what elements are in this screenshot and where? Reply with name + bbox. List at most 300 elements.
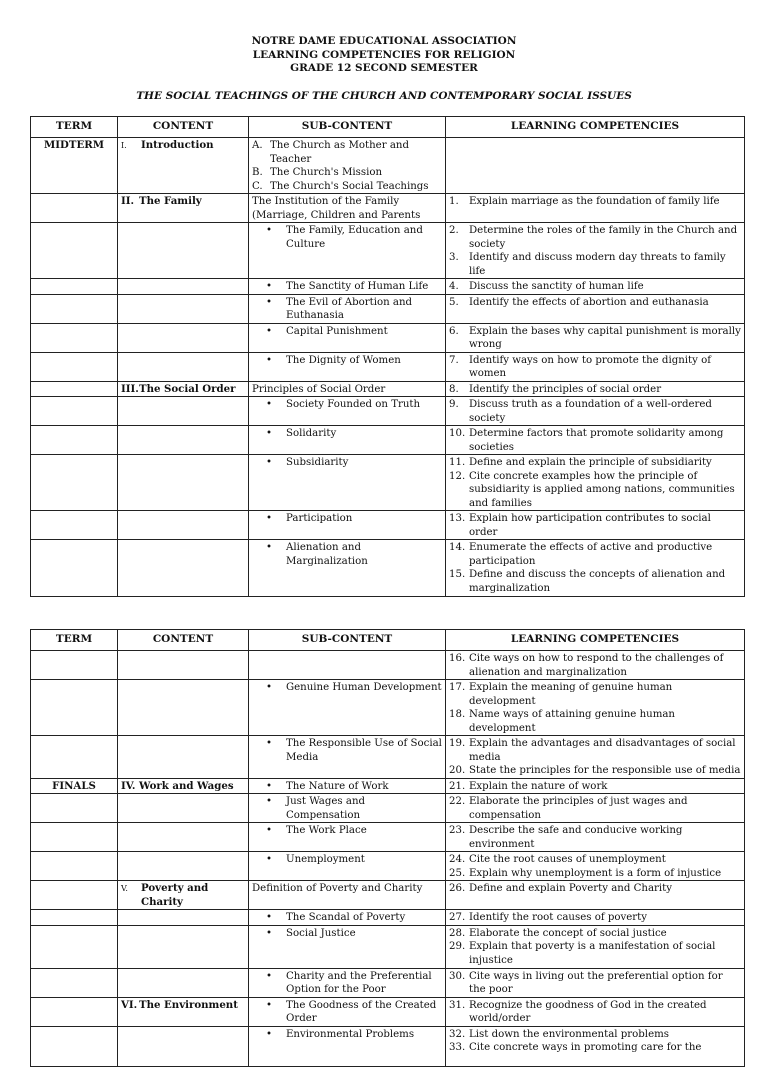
col-header-sub-content: SUB-CONTENT bbox=[249, 630, 446, 651]
competency-number: 27. bbox=[449, 912, 466, 923]
sub-content-cell bbox=[249, 910, 446, 926]
term-cell bbox=[31, 925, 118, 968]
competency-item bbox=[449, 795, 741, 822]
competency-item bbox=[449, 383, 741, 397]
competency-item bbox=[449, 999, 741, 1026]
content-cell bbox=[118, 294, 249, 323]
bullet-item bbox=[252, 354, 442, 368]
bullet-icon: • bbox=[266, 354, 273, 366]
competency-item bbox=[449, 780, 741, 794]
header-line-3: GRADE 12 SECOND SEMESTER bbox=[290, 62, 478, 74]
competency-cell bbox=[446, 823, 745, 852]
competency-text: Discuss the sanctity of human life bbox=[469, 281, 644, 292]
term-cell bbox=[31, 680, 118, 736]
competencies-table-1 bbox=[30, 116, 745, 597]
col-header-learning-competencies: LEARNING COMPETENCIES bbox=[446, 117, 745, 138]
table-row bbox=[31, 455, 745, 511]
content-label: Poverty and Charity bbox=[141, 882, 209, 908]
content-cell bbox=[118, 680, 249, 736]
bullet-text: The Evil of Abortion and Euthanasia bbox=[286, 296, 413, 321]
content-cell bbox=[118, 352, 249, 381]
bullet-text: Environmental Problems bbox=[286, 1028, 415, 1040]
competency-cell bbox=[446, 426, 745, 455]
sub-content-cell bbox=[249, 852, 446, 881]
content-label: The Social Order bbox=[139, 382, 236, 395]
competency-number: 25. bbox=[449, 867, 466, 879]
bullet-text: The Sanctity of Human Life bbox=[286, 281, 429, 292]
competency-number: 2. bbox=[449, 225, 459, 236]
table-row bbox=[31, 1026, 745, 1066]
sub-content-cell bbox=[249, 794, 446, 823]
competency-item bbox=[449, 737, 741, 764]
bullet-text: Subsidiarity bbox=[286, 457, 349, 468]
competency-item bbox=[449, 296, 741, 310]
bullet-icon: • bbox=[266, 738, 273, 749]
col-header-content: CONTENT bbox=[118, 630, 249, 651]
content-cell bbox=[118, 736, 249, 779]
list-item bbox=[252, 166, 442, 180]
bullet-item bbox=[252, 853, 442, 867]
competency-item bbox=[449, 911, 741, 925]
content-cell bbox=[118, 511, 249, 540]
content-cell bbox=[118, 279, 249, 295]
bullet-text: The Scandal of Poverty bbox=[286, 912, 406, 923]
bullet-item bbox=[252, 999, 442, 1026]
competency-text: Enumerate the effects of active and productive participation bbox=[469, 542, 713, 567]
bullet-text: The Responsible Use of Social Media bbox=[286, 738, 442, 763]
content-cell bbox=[118, 381, 249, 397]
competency-text: Define and explain Poverty and Charity bbox=[469, 883, 673, 894]
term-cell bbox=[31, 823, 118, 852]
competency-cell bbox=[446, 223, 745, 279]
content-cell bbox=[118, 194, 249, 223]
table-row bbox=[31, 279, 745, 295]
content-label: The Environment bbox=[139, 998, 238, 1011]
content-cell bbox=[118, 426, 249, 455]
competency-text: Explain how participation contributes to social order bbox=[469, 513, 711, 538]
content-cell bbox=[118, 651, 249, 680]
competency-cell bbox=[446, 194, 745, 223]
bullet-text: The Goodness of the Created Order bbox=[286, 999, 437, 1024]
table-row bbox=[31, 511, 745, 540]
competency-cell bbox=[446, 279, 745, 295]
competency-cell bbox=[446, 778, 745, 794]
content-cell bbox=[118, 794, 249, 823]
table-row bbox=[31, 794, 745, 823]
bullet-icon: • bbox=[266, 225, 273, 236]
sub-content-cell bbox=[249, 294, 446, 323]
competency-number: 32. bbox=[449, 1028, 466, 1040]
competency-item bbox=[449, 652, 741, 679]
content-cell bbox=[118, 852, 249, 881]
competency-text: Cite concrete examples how the principle of subsidiarity is applied among nations, communities and families bbox=[469, 470, 735, 509]
bullet-item bbox=[252, 681, 442, 695]
col-header-term: TERM bbox=[31, 630, 118, 651]
sub-content-cell bbox=[249, 651, 446, 680]
competency-cell bbox=[446, 651, 745, 680]
sub-content-cell: The Institution of the Family (Marriage, Children and Parents bbox=[249, 194, 446, 223]
competency-text: Explain that poverty is a manifestation of social injustice bbox=[469, 941, 716, 966]
bullet-item bbox=[252, 325, 442, 339]
bullet-icon: • bbox=[266, 854, 273, 865]
bullet-text: Participation bbox=[286, 513, 353, 524]
term-cell bbox=[31, 997, 118, 1026]
bullet-text: Capital Punishment bbox=[286, 325, 388, 337]
content-number: II. bbox=[121, 195, 135, 207]
sub-content-cell bbox=[249, 279, 446, 295]
table-header-row bbox=[31, 630, 745, 651]
header-line-1: NOTRE DAME EDUCATIONAL ASSOCIATION bbox=[251, 35, 517, 47]
competency-number: 33. bbox=[449, 1042, 466, 1053]
bullet-item bbox=[252, 737, 442, 764]
term-cell: MIDTERM bbox=[31, 138, 118, 194]
competency-item bbox=[449, 251, 741, 278]
table-row bbox=[31, 910, 745, 926]
competency-text: Identify and discuss modern day threats to family life bbox=[469, 252, 726, 277]
competency-number: 29. bbox=[449, 941, 466, 952]
document-header bbox=[0, 35, 768, 76]
competency-cell bbox=[446, 1026, 745, 1066]
sub-content-cell bbox=[249, 1026, 446, 1066]
competency-number: 18. bbox=[449, 709, 466, 720]
competency-text: State the principles for the responsible use of media bbox=[469, 765, 741, 776]
term-cell bbox=[31, 794, 118, 823]
content-cell bbox=[118, 323, 249, 352]
competency-item bbox=[449, 456, 741, 470]
competency-text: Explain the meaning of genuine human development bbox=[469, 682, 673, 707]
term-cell bbox=[31, 1026, 118, 1066]
competency-number: 22. bbox=[449, 796, 466, 807]
content-cell bbox=[118, 968, 249, 997]
competency-item bbox=[449, 427, 741, 454]
content-cell bbox=[118, 823, 249, 852]
competency-item bbox=[449, 568, 741, 595]
competency-item bbox=[449, 541, 741, 568]
competency-cell bbox=[446, 680, 745, 736]
content-label: Introduction bbox=[141, 139, 214, 151]
competency-number: 8. bbox=[449, 383, 459, 395]
table-row bbox=[31, 823, 745, 852]
competency-text: Discuss truth as a foundation of a well-ordered society bbox=[469, 399, 712, 424]
sub-content-cell bbox=[249, 223, 446, 279]
competency-text: Explain the advantages and disadvantages of social media bbox=[469, 738, 736, 763]
content-cell bbox=[118, 778, 249, 794]
competency-text: Explain why unemployment is a form of injustice bbox=[469, 867, 722, 879]
bullet-item bbox=[252, 970, 442, 997]
competency-number: 19. bbox=[449, 738, 466, 749]
bullet-icon: • bbox=[266, 927, 273, 939]
competency-text: Describe the safe and conducive working environment bbox=[469, 825, 683, 850]
term-cell bbox=[31, 651, 118, 680]
table-row bbox=[31, 852, 745, 881]
term-cell bbox=[31, 426, 118, 455]
sub-content-cell bbox=[249, 997, 446, 1026]
competency-cell bbox=[446, 323, 745, 352]
competency-text: Cite ways in living out the preferential option for the poor bbox=[469, 970, 723, 995]
competency-text: Define and explain the principle of subsidiarity bbox=[469, 457, 712, 468]
competency-item bbox=[449, 470, 741, 511]
table-row bbox=[31, 352, 745, 381]
competency-number: 12. bbox=[449, 470, 466, 482]
competency-cell bbox=[446, 910, 745, 926]
competency-item bbox=[449, 398, 741, 425]
competency-cell bbox=[446, 397, 745, 426]
bullet-item bbox=[252, 824, 442, 838]
content-cell bbox=[118, 997, 249, 1026]
competency-number: 17. bbox=[449, 682, 466, 693]
content-number: V. bbox=[121, 884, 128, 893]
table-row bbox=[31, 223, 745, 279]
term-cell bbox=[31, 511, 118, 540]
competencies-table-2 bbox=[30, 629, 745, 1067]
competency-text: Cite ways on how to respond to the challenges of alienation and marginalization bbox=[469, 653, 724, 678]
content-cell bbox=[118, 138, 249, 194]
item-text: The Church's Social Teachings bbox=[270, 180, 429, 192]
sub-content-cell bbox=[249, 778, 446, 794]
competency-text: Identify the principles of social order bbox=[469, 383, 662, 395]
competency-text: Define and discuss the concepts of alienation and marginalization bbox=[469, 569, 726, 594]
competency-text: Identify the effects of abortion and euthanasia bbox=[469, 296, 709, 308]
competency-cell bbox=[446, 352, 745, 381]
content-number: IV. bbox=[121, 779, 136, 792]
bullet-text: The Nature of Work bbox=[286, 780, 389, 792]
competency-number: 1. bbox=[449, 196, 459, 207]
competency-text: Elaborate the principles of just wages and compensation bbox=[469, 796, 688, 821]
sub-content-cell bbox=[249, 397, 446, 426]
competency-number: 3. bbox=[449, 252, 459, 263]
sub-content-cell: Definition of Poverty and Charity bbox=[249, 881, 446, 910]
competency-number: 11. bbox=[449, 457, 466, 468]
competency-number: 14. bbox=[449, 542, 466, 553]
competency-number: 24. bbox=[449, 854, 466, 865]
competency-item bbox=[449, 824, 741, 851]
sub-content-cell: Principles of Social Order bbox=[249, 381, 446, 397]
table-row bbox=[31, 381, 745, 397]
content-cell bbox=[118, 540, 249, 597]
bullet-text: Just Wages and Compensation bbox=[286, 796, 366, 821]
header-line-2: LEARNING COMPETENCIES FOR RELIGION bbox=[252, 48, 516, 61]
sub-content-cell bbox=[249, 540, 446, 597]
competency-number: 20. bbox=[449, 765, 466, 776]
sub-content-cell bbox=[249, 823, 446, 852]
sub-content-cell bbox=[249, 426, 446, 455]
content-number: VI. bbox=[121, 998, 138, 1011]
table-row bbox=[31, 968, 745, 997]
content-label: The Family bbox=[139, 195, 202, 207]
content-cell bbox=[118, 925, 249, 968]
competency-item bbox=[449, 1028, 741, 1042]
document-subtitle: THE SOCIAL TEACHINGS OF THE CHURCH AND CONTEMPORARY SOCIAL ISSUES bbox=[136, 90, 632, 102]
competency-item bbox=[449, 940, 741, 967]
table-row bbox=[31, 194, 745, 223]
term-cell bbox=[31, 736, 118, 779]
item-marker: A. bbox=[252, 140, 263, 151]
competency-item bbox=[449, 512, 741, 539]
sub-content-cell bbox=[249, 968, 446, 997]
competency-cell bbox=[446, 968, 745, 997]
table-row bbox=[31, 540, 745, 597]
competency-text: Explain the bases why capital punishment is morally wrong bbox=[469, 325, 741, 350]
competency-cell bbox=[446, 511, 745, 540]
competency-text: Determine factors that promote solidarity among societies bbox=[469, 428, 724, 453]
competency-number: 9. bbox=[449, 399, 459, 410]
competency-number: 7. bbox=[449, 354, 459, 366]
competency-text: Name ways of attaining genuine human development bbox=[469, 709, 675, 734]
bullet-text: Charity and the Preferential Option for the Poor bbox=[286, 970, 432, 995]
term-cell bbox=[31, 352, 118, 381]
bullet-icon: • bbox=[266, 682, 273, 693]
table-row bbox=[31, 651, 745, 680]
competency-cell bbox=[446, 381, 745, 397]
item-marker: B. bbox=[252, 167, 263, 178]
bullet-item bbox=[252, 911, 442, 925]
competency-cell bbox=[446, 925, 745, 968]
competency-item bbox=[449, 927, 741, 941]
competency-item bbox=[449, 325, 741, 352]
competency-item bbox=[449, 708, 741, 735]
col-header-sub-content: SUB-CONTENT bbox=[249, 117, 446, 138]
bullet-icon: • bbox=[266, 542, 273, 553]
table-row bbox=[31, 138, 745, 194]
sub-content-cell bbox=[249, 925, 446, 968]
bullet-icon: • bbox=[266, 399, 273, 410]
term-cell bbox=[31, 910, 118, 926]
item-text: The Church's Mission bbox=[270, 167, 383, 178]
table-row bbox=[31, 323, 745, 352]
list-item bbox=[252, 139, 442, 166]
bullet-item bbox=[252, 224, 442, 251]
bullet-item bbox=[252, 541, 442, 568]
competency-text: Cite the root causes of unemployment bbox=[469, 854, 666, 865]
bullet-icon: • bbox=[266, 325, 273, 337]
table-row bbox=[31, 778, 745, 794]
competency-item bbox=[449, 280, 741, 294]
bullet-text: Society Founded on Truth bbox=[286, 399, 421, 410]
bullet-icon: • bbox=[266, 912, 273, 923]
competency-number: 16. bbox=[449, 653, 466, 664]
bullet-item bbox=[252, 927, 442, 941]
table-row bbox=[31, 680, 745, 736]
competency-number: 13. bbox=[449, 513, 466, 524]
competency-item bbox=[449, 764, 741, 778]
sub-content-cell bbox=[249, 511, 446, 540]
term-cell: FINALS bbox=[31, 778, 118, 794]
competency-text: Explain marriage as the foundation of family life bbox=[469, 196, 720, 207]
term-cell bbox=[31, 852, 118, 881]
table-row bbox=[31, 881, 745, 910]
term-cell bbox=[31, 455, 118, 511]
competency-item bbox=[449, 970, 741, 997]
content-cell bbox=[118, 1026, 249, 1066]
content-number: III. bbox=[121, 382, 139, 395]
competency-text: Explain the nature of work bbox=[469, 780, 608, 792]
competency-number: 21. bbox=[449, 780, 466, 792]
bullet-item bbox=[252, 512, 442, 526]
bullet-icon: • bbox=[266, 296, 273, 308]
bullet-text: Unemployment bbox=[286, 854, 365, 865]
bullet-item bbox=[252, 427, 442, 441]
bullet-text: Social Justice bbox=[286, 927, 356, 939]
content-cell bbox=[118, 397, 249, 426]
bullet-item bbox=[252, 456, 442, 470]
competency-number: 15. bbox=[449, 569, 466, 580]
competency-number: 28. bbox=[449, 927, 466, 939]
bullet-icon: • bbox=[266, 999, 273, 1011]
bullet-item bbox=[252, 296, 442, 323]
bullet-icon: • bbox=[266, 825, 273, 836]
competency-cell bbox=[446, 736, 745, 779]
competency-item bbox=[449, 1041, 741, 1055]
term-cell bbox=[31, 381, 118, 397]
bullet-item bbox=[252, 795, 442, 822]
competency-number: 23. bbox=[449, 825, 466, 836]
table-row bbox=[31, 294, 745, 323]
bullet-text: The Dignity of Women bbox=[286, 354, 401, 366]
competency-cell bbox=[446, 138, 745, 194]
content-number: I. bbox=[121, 141, 127, 150]
competency-text: List down the environmental problems bbox=[469, 1028, 669, 1040]
term-cell bbox=[31, 223, 118, 279]
competency-cell bbox=[446, 540, 745, 597]
competency-cell bbox=[446, 294, 745, 323]
competency-text: Elaborate the concept of social justice bbox=[469, 927, 667, 939]
bullet-text: The Family, Education and Culture bbox=[286, 225, 423, 250]
table-row bbox=[31, 997, 745, 1026]
competency-cell bbox=[446, 997, 745, 1026]
competency-item bbox=[449, 853, 741, 867]
term-cell bbox=[31, 968, 118, 997]
sub-content-cell bbox=[249, 138, 446, 194]
competency-cell bbox=[446, 881, 745, 910]
competency-item bbox=[449, 195, 741, 209]
bullet-item bbox=[252, 780, 442, 794]
term-cell bbox=[31, 397, 118, 426]
bullet-text: Solidarity bbox=[286, 428, 337, 439]
bullet-icon: • bbox=[266, 281, 273, 292]
bullet-icon: • bbox=[266, 780, 273, 792]
item-text: The Church as Mother and Teacher bbox=[270, 140, 409, 165]
content-cell bbox=[118, 910, 249, 926]
bullet-item bbox=[252, 280, 442, 294]
bullet-item bbox=[252, 398, 442, 412]
content-cell bbox=[118, 223, 249, 279]
bullet-icon: • bbox=[266, 970, 273, 982]
bullet-icon: • bbox=[266, 1028, 273, 1040]
competency-text: Recognize the goodness of God in the created world/order bbox=[469, 999, 707, 1024]
sub-content-cell bbox=[249, 352, 446, 381]
competency-text: Determine the roles of the family in the Church and society bbox=[469, 225, 738, 250]
competency-text: Cite concrete ways in promoting care for the bbox=[469, 1042, 702, 1053]
competency-cell bbox=[446, 455, 745, 511]
sub-content-cell bbox=[249, 680, 446, 736]
item-marker: C. bbox=[252, 180, 263, 192]
col-header-term: TERM bbox=[31, 117, 118, 138]
table-header-row bbox=[31, 117, 745, 138]
term-cell bbox=[31, 881, 118, 910]
competency-number: 31. bbox=[449, 999, 466, 1011]
bullet-text: Alienation and Marginalization bbox=[286, 542, 368, 567]
list-item bbox=[252, 180, 442, 194]
competency-item bbox=[449, 354, 741, 381]
term-cell bbox=[31, 194, 118, 223]
competency-number: 10. bbox=[449, 428, 466, 439]
competency-item bbox=[449, 867, 741, 881]
competency-number: 30. bbox=[449, 970, 466, 982]
content-cell bbox=[118, 455, 249, 511]
term-cell bbox=[31, 279, 118, 295]
content-cell bbox=[118, 881, 249, 910]
competency-number: 4. bbox=[449, 281, 459, 292]
